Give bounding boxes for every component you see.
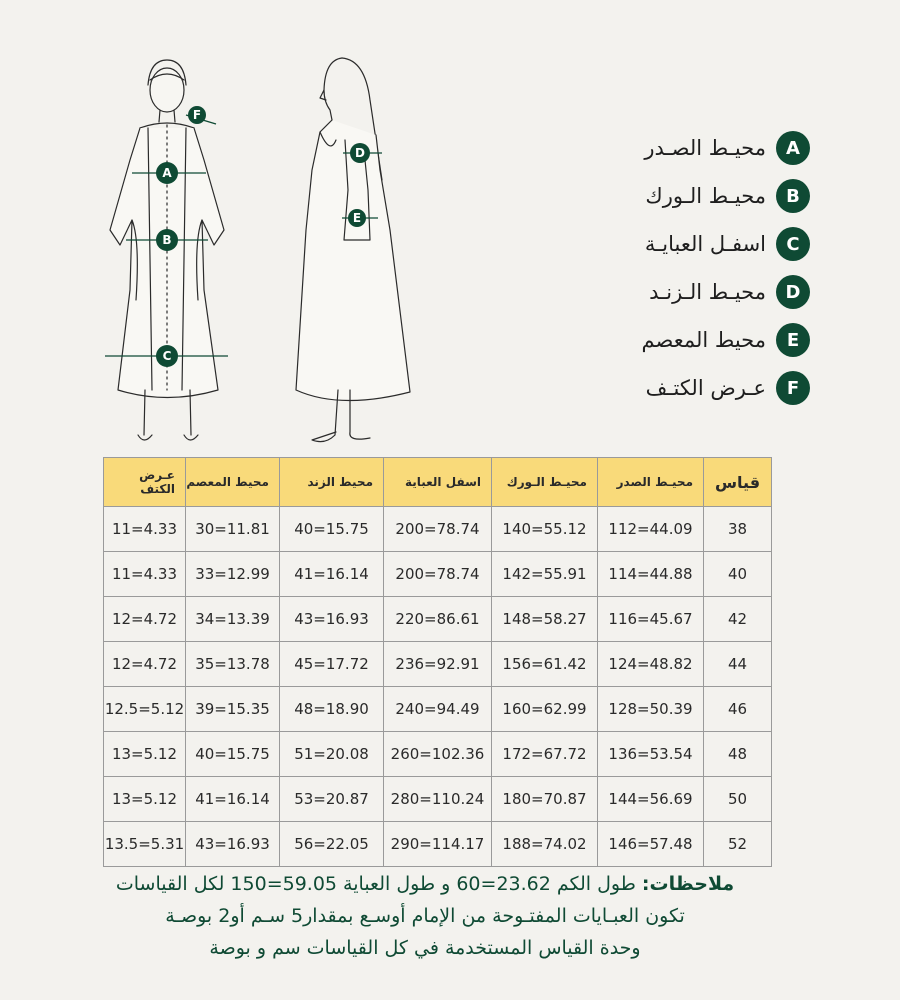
marker-a-label: A <box>162 166 172 180</box>
header-hip: محيـط الـورك <box>492 458 598 507</box>
cell-hip: 148=58.27 <box>492 597 598 642</box>
cell-arm: 56=22.05 <box>280 822 384 867</box>
cell-shoulder: 13=5.12 <box>104 777 186 822</box>
cell-wrist: 33=12.99 <box>186 552 280 597</box>
legend-label: محيـط الـزنـد <box>649 280 766 304</box>
header-hem: اسفل العباية <box>384 458 492 507</box>
table-row <box>104 507 772 552</box>
cell-shoulder: 13.5=5.31 <box>104 822 186 867</box>
cell-hip: 180=70.87 <box>492 777 598 822</box>
cell-hem: 280=110.24 <box>384 777 492 822</box>
cell-chest: 114=44.88 <box>598 552 704 597</box>
note-sleeve-length: طول الكم 23.62=60 و طول العباية 59.05=150 لكل القياسات <box>115 873 636 895</box>
cell-hip: 188=74.02 <box>492 822 598 867</box>
header-size: قياس <box>704 458 772 507</box>
cell-arm: 41=16.14 <box>280 552 384 597</box>
marker-d-label: D <box>355 146 365 160</box>
cell-size: 42 <box>704 597 772 642</box>
cell-size: 52 <box>704 822 772 867</box>
cell-hem: 240=94.49 <box>384 687 492 732</box>
cell-shoulder: 11=4.33 <box>104 507 186 552</box>
cell-chest: 144=56.69 <box>598 777 704 822</box>
cell-hem: 200=78.74 <box>384 552 492 597</box>
cell-hip: 156=61.42 <box>492 642 598 687</box>
cell-wrist: 43=16.93 <box>186 822 280 867</box>
cell-size: 50 <box>704 777 772 822</box>
header-shoulder: عـرض الكتف <box>104 458 186 507</box>
legend-badge: C <box>776 227 810 261</box>
marker-f-label: F <box>192 108 202 122</box>
cell-hip: 140=55.12 <box>492 507 598 552</box>
cell-hem: 220=86.61 <box>384 597 492 642</box>
cell-shoulder: 12=4.72 <box>104 642 186 687</box>
note-line-2: تكون العبـايات المفتـوحة من الإمام أوسـع بمقدار5 سـم أو2 بوصـة <box>165 905 685 927</box>
table-header-row <box>104 458 772 507</box>
cell-size: 38 <box>704 507 772 552</box>
legend-label: اسفـل العبايـة <box>644 232 766 256</box>
legend-label: محيـط الـورك <box>645 184 766 208</box>
legend-item-chest <box>600 124 810 172</box>
header-arm: محيط الزند <box>280 458 384 507</box>
cell-chest: 128=50.39 <box>598 687 704 732</box>
cell-arm: 48=18.90 <box>280 687 384 732</box>
abaya-drawing <box>80 40 440 455</box>
legend-item-hem <box>600 220 810 268</box>
cell-size: 48 <box>704 732 772 777</box>
cell-size: 44 <box>704 642 772 687</box>
marker-c-label: C <box>162 349 172 363</box>
table-row <box>104 642 772 687</box>
legend-badge: A <box>776 131 810 165</box>
cell-shoulder: 13=5.12 <box>104 732 186 777</box>
table-row <box>104 732 772 777</box>
table-row <box>104 777 772 822</box>
cell-wrist: 35=13.78 <box>186 642 280 687</box>
cell-hip: 142=55.91 <box>492 552 598 597</box>
cell-chest: 116=45.67 <box>598 597 704 642</box>
cell-hem: 290=114.17 <box>384 822 492 867</box>
cell-wrist: 30=11.81 <box>186 507 280 552</box>
cell-chest: 112=44.09 <box>598 507 704 552</box>
cell-arm: 45=17.72 <box>280 642 384 687</box>
legend-badge: E <box>776 323 810 357</box>
cell-hem: 200=78.74 <box>384 507 492 552</box>
legend-badge: F <box>776 371 810 405</box>
note-line-1 <box>110 868 740 900</box>
table-row <box>104 687 772 732</box>
cell-size: 46 <box>704 687 772 732</box>
cell-wrist: 40=15.75 <box>186 732 280 777</box>
cell-hem: 236=92.91 <box>384 642 492 687</box>
cell-chest: 136=53.54 <box>598 732 704 777</box>
size-chart-table <box>103 457 772 867</box>
notes-section <box>110 868 740 964</box>
legend-badge: B <box>776 179 810 213</box>
cell-chest: 146=57.48 <box>598 822 704 867</box>
legend-item-wrist <box>600 316 810 364</box>
notes-label: ملاحظات: <box>641 873 735 895</box>
cell-arm: 53=20.87 <box>280 777 384 822</box>
note-line-3: وحدة القياس المستخدمة في كل القياسات سم و بوصة <box>209 937 641 959</box>
marker-b-label: B <box>162 233 172 247</box>
header-wrist: محيط المعصم <box>186 458 280 507</box>
cell-arm: 43=16.93 <box>280 597 384 642</box>
legend-badge: D <box>776 275 810 309</box>
legend-item-arm <box>600 268 810 316</box>
cell-hem: 260=102.36 <box>384 732 492 777</box>
cell-arm: 40=15.75 <box>280 507 384 552</box>
table-row <box>104 597 772 642</box>
legend-item-hip <box>600 172 810 220</box>
cell-arm: 51=20.08 <box>280 732 384 777</box>
legend-label: محيط المعصم <box>641 328 766 352</box>
legend-item-shoulder <box>600 364 810 412</box>
legend-label: محيـط الصـدر <box>644 136 766 160</box>
legend-label: عـرض الكتـف <box>645 376 766 400</box>
cell-hip: 172=67.72 <box>492 732 598 777</box>
cell-shoulder: 11=4.33 <box>104 552 186 597</box>
table-row <box>104 552 772 597</box>
cell-shoulder: 12=4.72 <box>104 597 186 642</box>
cell-wrist: 41=16.14 <box>186 777 280 822</box>
header-chest: محيـط الصدر <box>598 458 704 507</box>
cell-hip: 160=62.99 <box>492 687 598 732</box>
measurement-legend <box>600 124 810 412</box>
abaya-illustration <box>80 40 440 455</box>
marker-e-label: E <box>352 211 362 225</box>
table-row <box>104 822 772 867</box>
cell-chest: 124=48.82 <box>598 642 704 687</box>
cell-shoulder: 12.5=5.12 <box>104 687 186 732</box>
cell-wrist: 34=13.39 <box>186 597 280 642</box>
cell-size: 40 <box>704 552 772 597</box>
cell-wrist: 39=15.35 <box>186 687 280 732</box>
